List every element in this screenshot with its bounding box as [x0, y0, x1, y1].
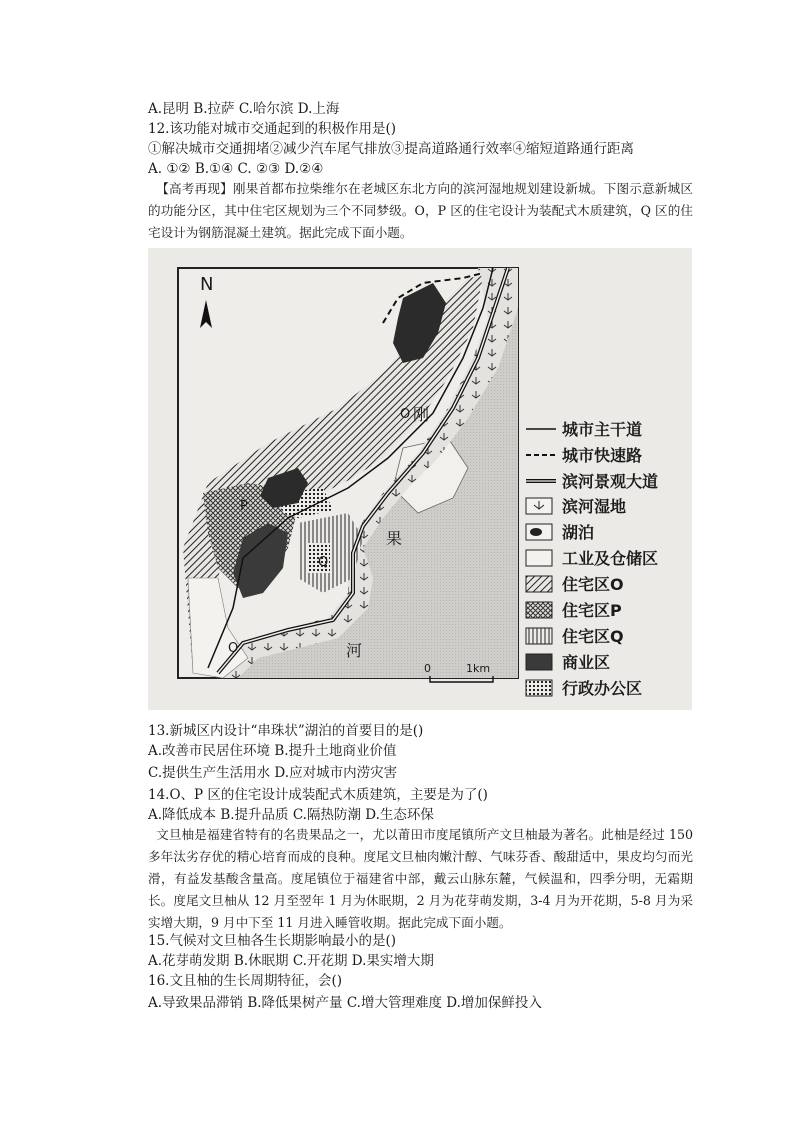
label-he: 河: [346, 641, 363, 660]
legend-wetland: 滨河湿地: [562, 497, 627, 516]
label-zone-o-north: O: [400, 407, 411, 422]
scale-zero: 0: [424, 662, 431, 675]
legend-res-q: 住宅区Q: [562, 627, 624, 646]
q16-options: A.导致果品滞销 B.降低果树产量 C.增大管理难度 D.增加保鲜投入: [148, 995, 542, 1011]
q13-options-cd: C.提供生产生活用水 D.应对城市内涝灾害: [148, 765, 398, 781]
legend-icon-res-q: [526, 628, 552, 644]
q13-options-ab: A.改善市民居住环境 B.提升土地商业价值: [148, 743, 397, 759]
q15-options: A.花芽萌发期 B.休眠期 C.开花期 D.果实增大期: [148, 953, 434, 969]
legend-lake: 湖泊: [562, 523, 595, 542]
legend-icon-industry: [526, 550, 552, 566]
label-zone-p: P: [240, 499, 248, 514]
q16-stem: 16.文且柚的生长周期特征，会(): [148, 973, 343, 989]
scale-unit: 1km: [466, 662, 491, 675]
map-figure: [148, 248, 692, 710]
north-label: N: [200, 274, 214, 295]
legend-icon-admin: [526, 680, 552, 696]
legend-commercial: 商业区: [562, 653, 611, 672]
legend-main-road: 城市主干道: [562, 420, 643, 439]
q12-stem: 12.该功能对城市交通起到的积极作用是(): [148, 121, 397, 137]
passage-congo: 【高考再现】刚果首都布拉柴维尔在老城区东北方向的滨河湿地规划建设新城。下图示意新城区的功能分区，其中住宅区规划为三个不同梦级。O，P 区的住宅设计为装配式木质建筑，Q 区的住宅设计为钢筋混凝土建筑。据此完成下面小题。: [148, 181, 693, 240]
q15-stem: 15.气候对文旦柚各生长期影响最小的是(): [148, 933, 397, 949]
label-zone-o-south: O: [228, 641, 239, 656]
label-zone-q: Q: [318, 555, 329, 570]
q13-stem: 13.新城区内设计“串珠状”湖泊的首要目的是(): [148, 723, 424, 739]
legend-icon-lake-mark: [530, 528, 542, 536]
passage-pomelo: 文旦柚是福建省特有的名贵果品之一，尤以莆田市度尾镇所产文旦柚最为著名。此柚是经过 150 多年汰劣存优的精心培育而成的良种。度尾文旦柚肉嫩汁醇、气味芬香、酸甜适中，果皮均匀而光滑，有益发基酸含量高。度尾镇位于福建省中部，戴云山脉东麓，气候温和，四季分明，无霜期长。度尾文旦柚从 12 月至翌年 1 月为休眠期，2 月为花芽萌发期，3-4 月为开花期，5-8 月为采实增大期，9 月中下至 11 月进入睡管收期。据此完成下面小题。: [148, 827, 693, 930]
q12-items: ①解决城市交通拥堵②减少汽车尾气排放③提高道路通行效率④缩短道路通行距离: [148, 141, 634, 157]
label-guo: 果: [386, 529, 403, 548]
legend-industry: 工业及仓储区: [562, 549, 659, 568]
legend-icon-res-p: [526, 602, 552, 618]
q12-options: A. ①② B.①④ C. ②③ D.②④: [148, 161, 324, 177]
new-city-map: [148, 248, 692, 710]
legend-res-p: 住宅区P: [562, 601, 622, 620]
legend-expressway: 城市快速路: [562, 446, 643, 465]
legend-avenue: 滨河景观大道: [562, 472, 659, 491]
legend-icon-res-o: [526, 576, 552, 592]
legend: [526, 420, 658, 698]
legend-admin: 行政办公区: [562, 679, 643, 698]
legend-res-o: 住宅区O: [562, 575, 624, 594]
legend-icon-commercial: [526, 654, 552, 670]
q14-stem: 14.O、P 区的住宅设计成装配式木质建筑，主要是为了(): [148, 787, 488, 803]
q14-options: A.降低成本 B.提升品质 C.隔热防潮 D.生态环保: [148, 807, 434, 823]
q11-options: A.昆明 B.拉萨 C.哈尔滨 D.上海: [148, 101, 340, 117]
label-gang: 刚: [413, 405, 430, 424]
